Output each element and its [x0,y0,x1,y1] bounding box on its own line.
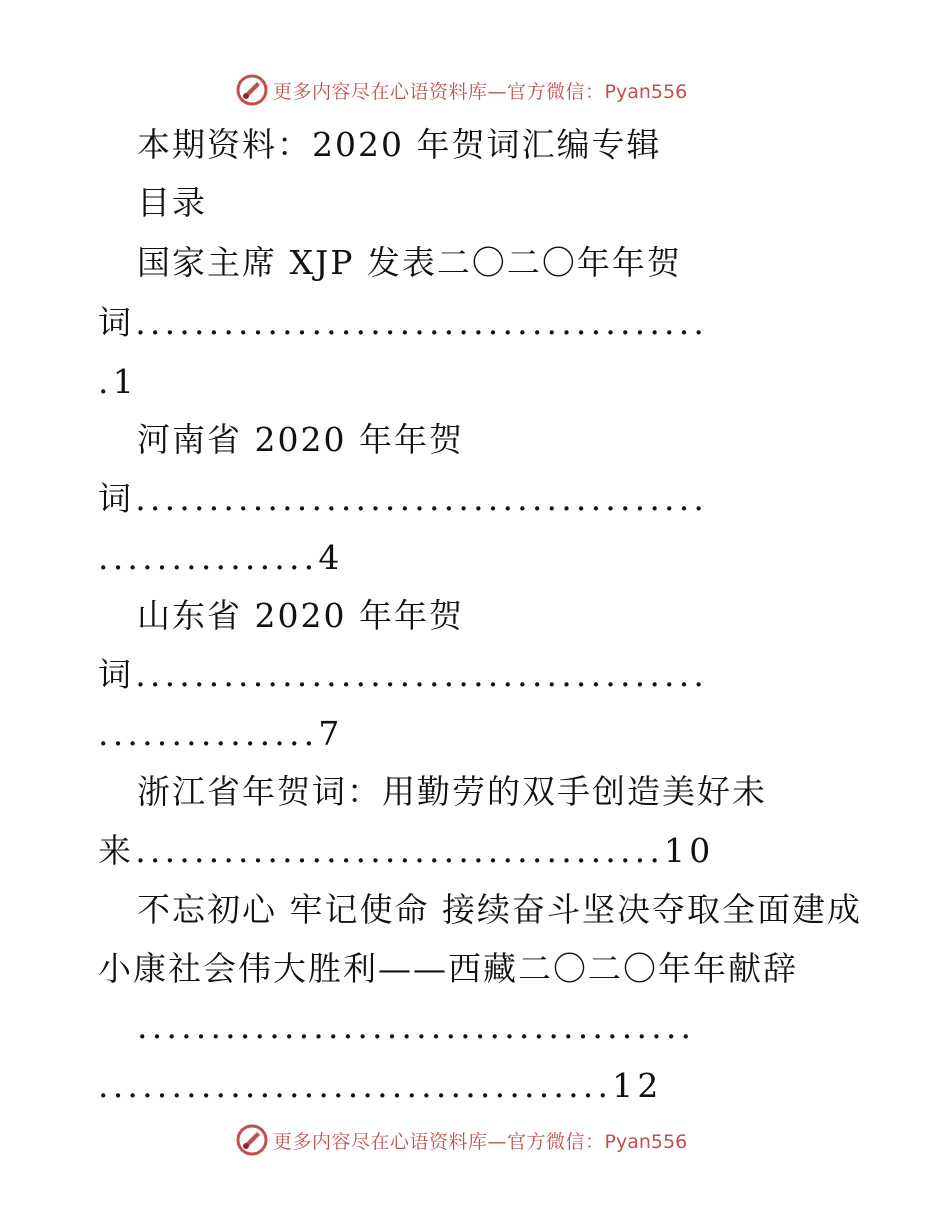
toc-entry-1-page: .1 [98,362,138,401]
toc-entry-3-page: ...............7 [98,714,344,753]
toc-entry-5-page: ...................................12 [98,1066,663,1105]
toc-entry-1-title: 国家主席 XJP 发表二〇二〇年年贺 [137,243,682,282]
toc-entry-5-leader: ...................................... [137,1007,696,1046]
brush-logo-icon [235,1123,269,1157]
toc-entry-4-leader: 来....................................10 [98,831,715,870]
toc-entry-5-title-line-2: 小康社会伟大胜利——西藏二〇二〇年年献辞 [98,949,798,988]
brush-logo-icon [235,73,269,107]
toc-entry-1-leader: 词....................................... [98,303,709,342]
toc-entry-5-title-line-1: 不忘初心 牢记使命 接续奋斗坚决夺取全面建成 [137,890,862,929]
toc-entry-4-title: 浙江省年贺词：用勤劳的双手创造美好未 [137,772,767,811]
toc-entry-2-title: 河南省 2020 年年贺 [137,420,464,459]
banner-account: Pyan556 [604,80,688,103]
toc-entry-3-leader: 词....................................... [98,655,709,694]
toc-entry-3-title: 山东省 2020 年年贺 [137,596,464,635]
banner-slogan: 更多内容尽在心语资料库—官方微信： [273,80,605,103]
footer-banner [0,1120,950,1160]
toc-heading: 目录 [137,183,207,222]
banner-account: Pyan556 [604,1130,688,1153]
banner-slogan: 更多内容尽在心语资料库—官方微信： [273,1130,605,1153]
banner-text [273,1127,687,1154]
banner-text [273,77,687,104]
toc-entry-2-leader: 词....................................... [98,479,709,518]
toc-entry-2-page: ...............4 [98,538,344,577]
doc-title: 本期资料：2020 年贺词汇编专辑 [137,125,662,164]
header-banner [0,70,950,110]
